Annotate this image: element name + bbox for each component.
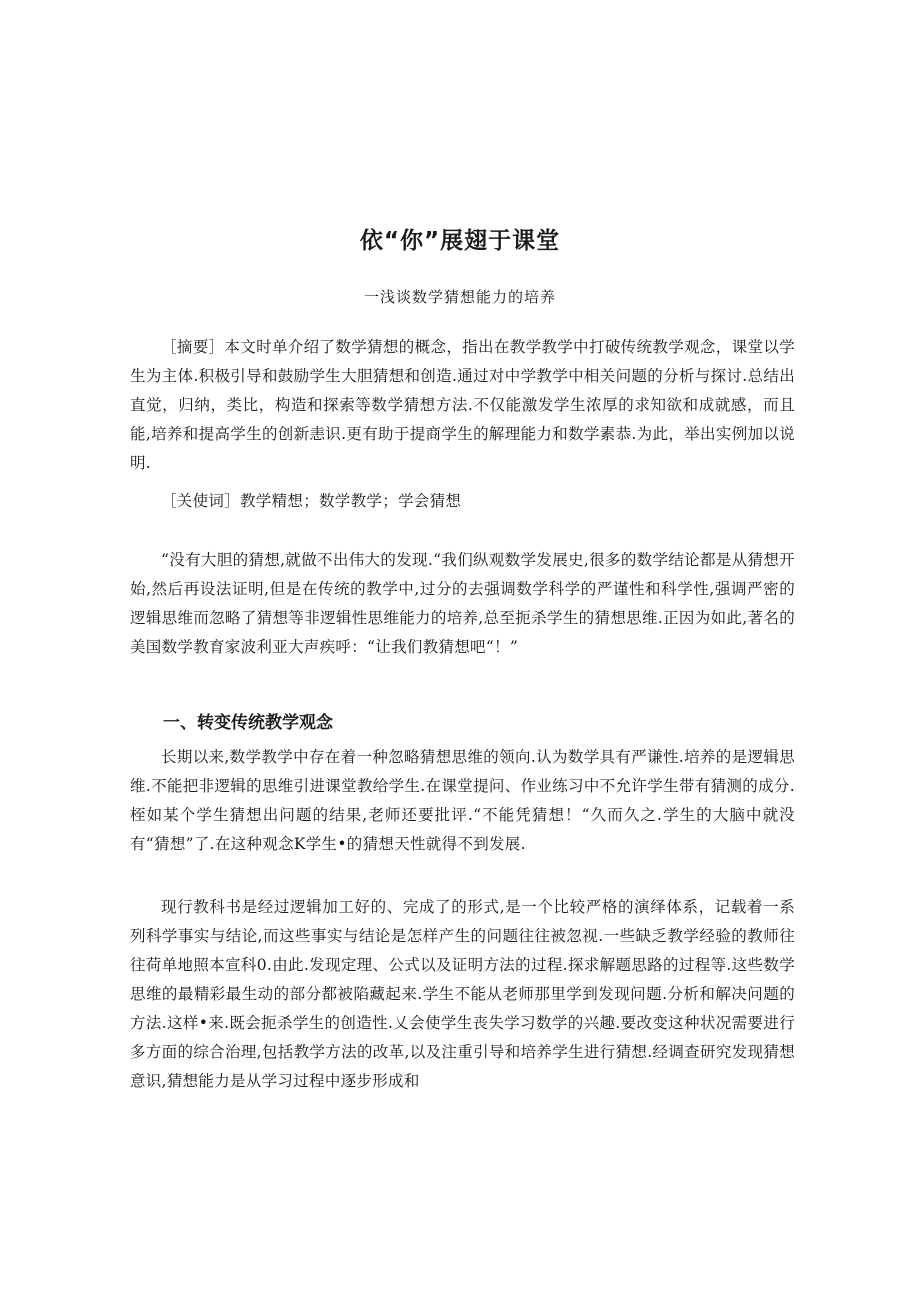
section-paragraph-2 [130,893,795,1096]
document-title: 依“你”展翅于课堂 [359,228,561,254]
section-paragraph-1-text: 长期以来,数学教学中存在着一种忽略猜想思维的领向.认为数学具有严谦性.培养的是逻辑思维.不能把非逻辑的思维引进课堂教给学生.在课堂提问、作业练习中不允许学生带有猜测的成分.桎如某个学生猜想出问题的结果,老师还要批评.“不能凭猜想！“久而久之.学生的大脑中就没有“猜想”了.在这种观念K学生•的猜想天性就得不到发展. [130,748,795,853]
intro-quote-text: “没有大胆的猜想,就做不出伟大的发现.“我们纵观数学发展史,很多的数学结论都是从猜想开始,然后再设法证明,但是在传统的教学中,过分的去强调数学科学的严谨性和科学性,强调严密的逻辑思维而忽略了猜想等非逻辑性思维能力的培养,总至扼杀学生的猜想思维.正因为如此,著名的美国数学教育家波利亚大声疾呼：“让我们教猜想吧“！” [130,551,795,656]
section-paragraph-1 [130,743,795,859]
document-subtitle: 一浅谈数学猜想能力的培养 [363,288,556,306]
section-heading: 一、转变传统教学观念 [163,713,333,733]
keywords-text: ［关使词］教学精想；数学教学；学会猜想 [161,492,462,510]
section-paragraph-2-text: 现行教科书是经过逻辑加工好的、完成了的形式,是一个比较严格的演绎体系，记载着一系列科学事实与结论,而这些事实与结论是怎样产生的问题往往被忽视.一些缺乏教学经验的教师往往荷单地照本宣科0.由此.发现定理、公式以及证明方法的过程.探求解题思路的过程等.这些数学思维的最精彩最生动的部分都被陷藏起来.学生不能从老师那里学到发现问题.分析和解决问题的方法.这样•来.既会扼杀学生的创造性.乂会使学生丧失学习数学的兴趣.要改变这种状况需要进行多方面的综合治理,包括教学方法的改革,以及注重引导和培养学生进行猜想.经调查研究发现猜想意识,猜想能力是从学习过程中逐步形成和 [130,898,795,1090]
intro-quote-paragraph [130,546,795,662]
abstract-paragraph [130,333,795,478]
keywords-paragraph [130,487,795,516]
abstract-text: ［摘要］本文时单介绍了数学猜想的概念，指出在教学教学中打破传统教学观念，课堂以学生为主体.积极引导和鼓励学生大胆猜想和创造.通过对中学教学中相关问题的分析与探讨.总结出直觉，归纳，类比，构造和探索等数学猜想方法.不仅能激发学生浓厚的求知欲和成就感，而且能,培养和提高学生的创新恚识.更有助于提商学生的解理能力和数学素恭.为此，举出实例加以说明. [130,338,795,472]
